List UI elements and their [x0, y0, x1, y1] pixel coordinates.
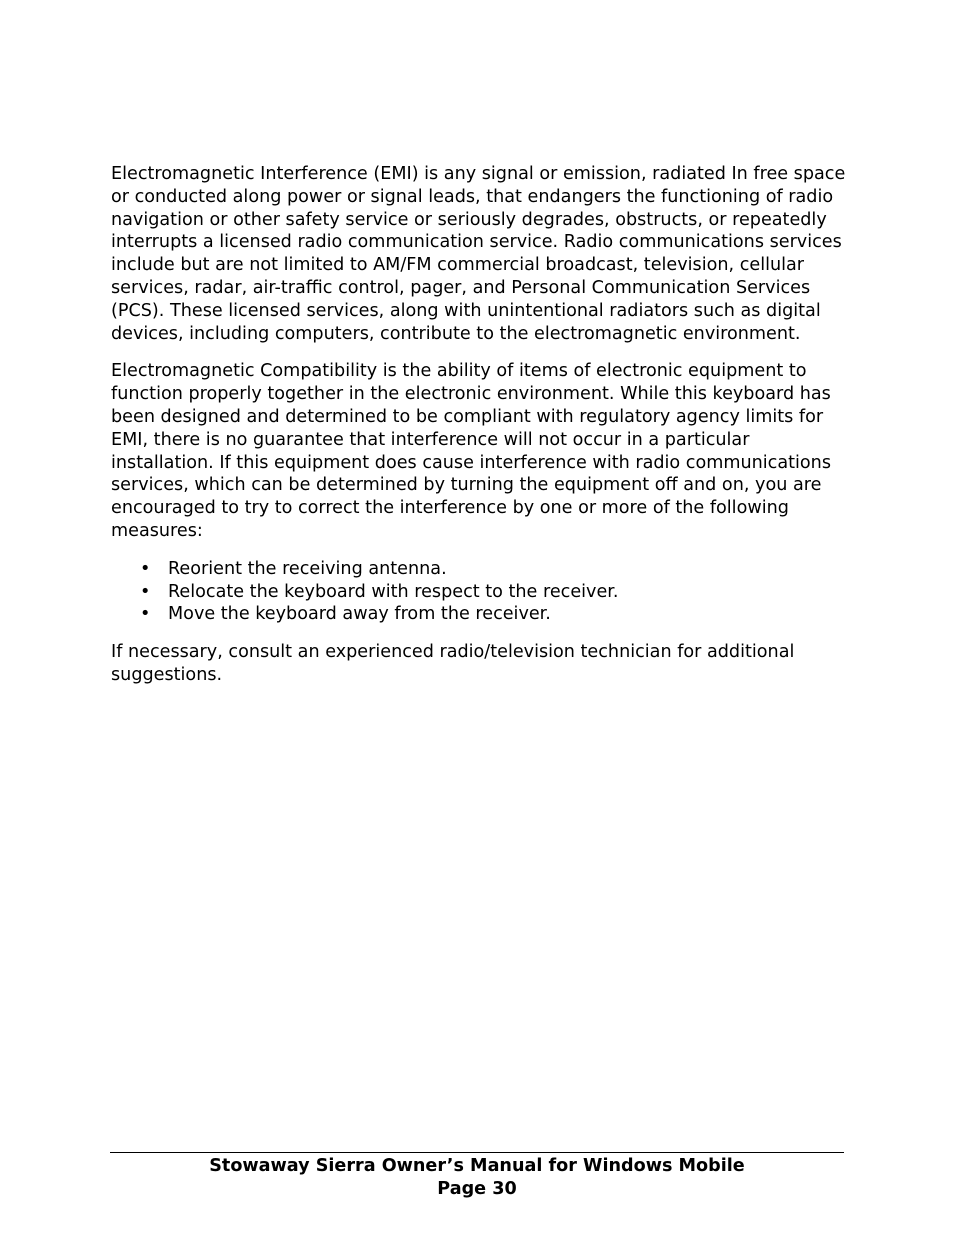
- bullet-icon: •: [140, 581, 151, 602]
- footer-divider: [110, 1152, 844, 1153]
- footer-title: Stowaway Sierra Owner’s Manual for Windows Mobile: [209, 1156, 745, 1176]
- measures-list: [111, 558, 846, 626]
- list-item-text: Relocate the keyboard with respect to the receiver.: [168, 581, 619, 602]
- emc-paragraph: Electromagnetic Compatibility is the ability of items of electronic equipment to function properly together in the electronic environment. While this keyboard has been designed and determined to be compliant with regulatory agency limits for EMI, there is no guarantee that interference will not occur in a particular installation. If this equipment does cause interference with radio communications services, which can be determined by turning the equipment off and on, you are encouraged to try to correct the interference by one or more of the following measures:: [111, 361, 832, 541]
- page-number: Page 30: [437, 1179, 517, 1199]
- list-item: [111, 581, 846, 604]
- emi-paragraph: Electromagnetic Interference (EMI) is any signal or emission, radiated In free space or conducted along power or signal leads, that endangers the functioning of radio navigation or other safety service or seriously degrades, obstructs, or repeatedly interrupts a licensed radio communication service. Radio communications services include but are not limited to AM/FM commercial broadcast, television, cellular services, radar, air-traffic control, pager, and Personal Communication Services (PCS). These licensed services, along with unintentional radiators such as digital devices, including computers, contribute to the electromagnetic environment.: [111, 164, 846, 344]
- list-item-text: Move the keyboard away from the receiver.: [168, 604, 551, 625]
- list-item-text: Reorient the receiving antenna.: [168, 558, 447, 579]
- closing-paragraph: If necessary, consult an experienced radio/television technician for additional suggestions.: [111, 642, 795, 685]
- page-footer: [110, 1155, 844, 1201]
- bullet-icon: •: [140, 558, 151, 579]
- list-item: [111, 603, 846, 626]
- list-item: [111, 558, 846, 581]
- bullet-icon: •: [140, 604, 151, 625]
- document-body: [111, 163, 846, 702]
